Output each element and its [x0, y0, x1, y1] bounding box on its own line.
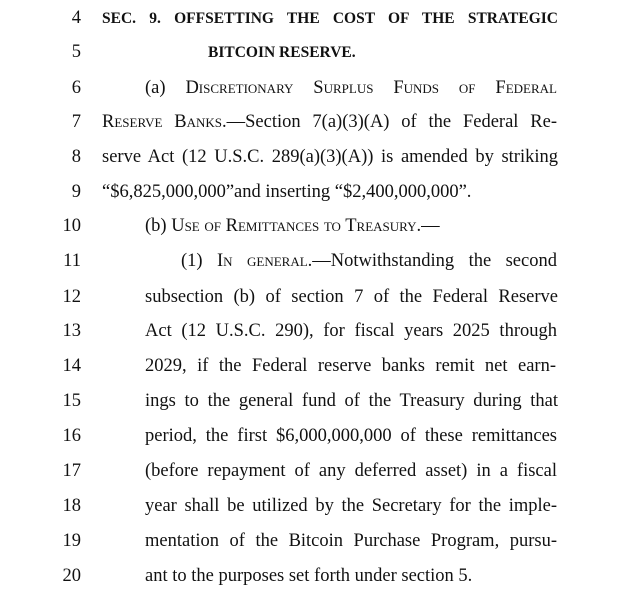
subsection-a-heading: [145, 76, 557, 100]
line-number: 13: [62, 321, 81, 341]
line-number: 16: [62, 426, 81, 446]
line-number: 8: [71, 147, 81, 167]
bill-line: [0, 350, 644, 382]
line-number: 7: [71, 112, 81, 132]
smallcaps-segment: In general: [217, 251, 308, 271]
bill-line: [0, 176, 644, 208]
line-number: 14: [62, 356, 81, 376]
bill-line: [0, 106, 644, 138]
bill-line: [0, 490, 644, 522]
text-segment: Act (12 U.S.C. 290), for fiscal years 2025 through: [145, 321, 557, 341]
bill-line: [0, 2, 644, 34]
bill-text: [102, 145, 558, 169]
bill-line: [0, 36, 644, 68]
paragraph-1-heading: [181, 249, 557, 273]
line-number: 11: [63, 251, 81, 271]
text-segment: ings to the general fund of the Treasury during that: [145, 391, 558, 411]
text-segment: (b): [145, 216, 172, 236]
line-number: 4: [71, 8, 81, 28]
text-segment: .—: [416, 216, 440, 236]
text-segment: .—Notwithstanding the second: [307, 251, 557, 271]
bill-line: [0, 420, 644, 452]
bill-line: [0, 560, 644, 592]
bill-text: [145, 459, 557, 483]
smallcaps-segment: Discretionary Surplus Funds of Federal: [185, 78, 557, 98]
bill-line: [0, 385, 644, 417]
line-number: 6: [71, 78, 81, 98]
bill-text: [145, 494, 557, 518]
bill-text: [145, 354, 556, 378]
bill-text: [145, 564, 472, 588]
text-segment: 2029, if the Federal reserve banks remit net earn-: [145, 356, 556, 376]
bill-line: [0, 141, 644, 173]
bill-line: [0, 245, 644, 277]
subsection-b-heading: [145, 214, 440, 238]
bill-line: [0, 525, 644, 557]
text-segment: period, the first $6,000,000,000 of these remittances: [145, 426, 557, 446]
text-segment: serve Act (12 U.S.C. 289(a)(3)(A)) is amended by striking: [102, 147, 558, 167]
smallcaps-segment: Reserve Banks: [102, 112, 222, 132]
bill-line: [0, 455, 644, 487]
bill-line: [0, 72, 644, 104]
bill-text: [102, 180, 471, 204]
text-segment: subsection (b) of section 7 of the Federal Reserve: [145, 287, 558, 307]
line-number: 18: [62, 496, 81, 516]
text-segment: (before repayment of any deferred asset) in a fiscal: [145, 461, 557, 481]
bill-text: [145, 319, 557, 343]
line-number: 9: [71, 182, 81, 202]
text-segment: year shall be utilized by the Secretary for the imple-: [145, 496, 557, 516]
section-heading-text: SEC. 9. OFFSETTING THE COST OF THE STRATEGIC: [102, 10, 558, 27]
line-number: 15: [62, 391, 81, 411]
text-segment: mentation of the Bitcoin Purchase Program, pursu-: [145, 531, 557, 551]
section-heading-text: BITCOIN RESERVE.: [208, 44, 356, 61]
text-segment: ant to the purposes set forth under section 5.: [145, 566, 473, 586]
text-segment: (1): [181, 251, 218, 271]
bill-text: [145, 389, 558, 413]
line-number: 20: [62, 566, 81, 586]
bill-line: [0, 315, 644, 347]
line-number: 10: [62, 216, 81, 236]
text-segment: .—Section 7(a)(3)(A) of the Federal Re-: [221, 112, 557, 132]
text-segment: “$6,825,000,000”and inserting “$2,400,000,000”.: [102, 182, 472, 202]
line-number: 17: [62, 461, 81, 481]
bill-text: [102, 110, 557, 134]
bill-line: [0, 210, 644, 242]
bill-text: [145, 424, 557, 448]
text-segment: (a): [145, 78, 186, 98]
bill-text: [145, 285, 558, 309]
line-number: 19: [62, 531, 81, 551]
section-heading-continued: [208, 40, 356, 65]
bill-text: [145, 529, 557, 553]
line-number: 12: [62, 287, 81, 307]
bill-line: [0, 281, 644, 313]
line-number: 5: [71, 42, 81, 62]
section-heading: [102, 6, 558, 31]
smallcaps-segment: Use of Remittances to Treasury: [171, 216, 417, 236]
